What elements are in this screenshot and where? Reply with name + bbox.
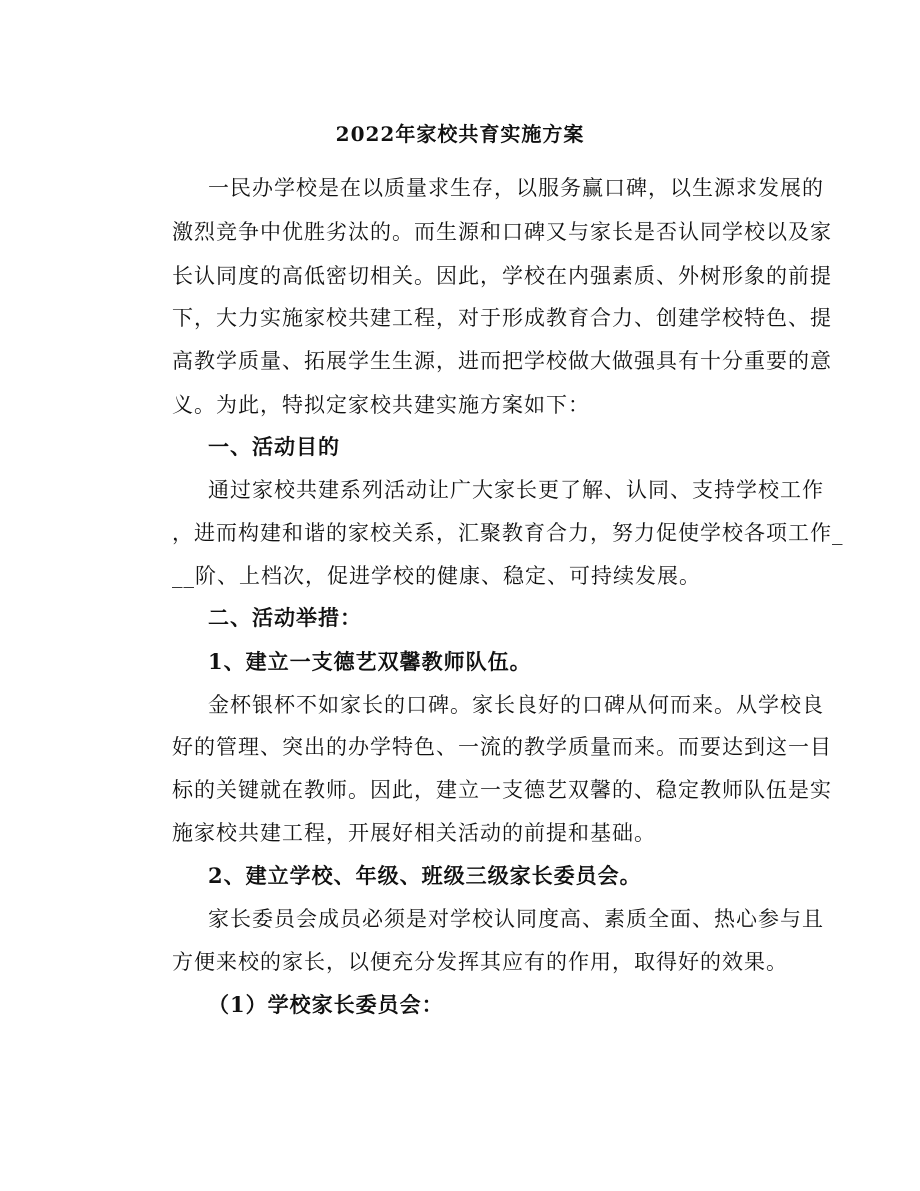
section-heading: 一、活动目的 [208,434,340,459]
subsection-heading: （1）学校家长委员会： [208,992,444,1017]
paragraph-line: 义。为此，特拟定家校共建实施方案如下： [172,393,590,417]
subsection-heading: 2、建立学校、年级、班级三级家长委员会。 [208,863,642,888]
subsection-heading: 1、建立一支德艺双馨教师队伍。 [208,649,532,674]
paragraph-line: 金杯银杯不如家长的口碑。家长良好的口碑从何而来。从学校良 [208,693,824,717]
paragraph-line: 通过家校共建系列活动让广大家长更了解、认同、支持学校工作 [208,478,824,502]
paragraph-line: 施家校共建工程，开展好相关活动的前提和基础。 [172,821,656,845]
paragraph-line: 高教学质量、拓展学生生源，进而把学校做大做强具有十分重要的意 [172,349,832,373]
paragraph-line: 好的管理、突出的办学特色、一流的教学质量而来。而要达到这一目 [172,735,832,759]
paragraph-line: 长认同度的高低密切相关。因此，学校在内强素质、外树形象的前提 [172,264,832,288]
paragraph-line: 标的关键就在教师。因此，建立一支德艺双馨的、稳定教师队伍是实 [172,778,832,802]
document-title: 2022年家校共育实施方案 [335,122,585,146]
paragraph-line: 下，大力实施家校共建工程，对于形成教育合力、创建学校特色、提 [172,306,832,330]
paragraph-line: 激烈竞争中优胜劣汰的。而生源和口碑又与家长是否认同学校以及家 [172,220,832,244]
paragraph-line: __阶、上档次，促进学校的健康、稳定、可持续发展。 [172,564,701,588]
paragraph-line: ，进而构建和谐的家校关系，汇聚教育合力，努力促使学校各项工作_ [172,521,844,545]
paragraph-line: 一民办学校是在以质量求生存，以服务赢口碑，以生源求发展的 [208,176,824,200]
section-heading: 二、活动举措： [208,605,362,630]
paragraph-line: 方便来校的家长，以便充分发挥其应有的作用，取得好的效果。 [172,950,788,974]
paragraph-line: 家长委员会成员必须是对学校认同度高、素质全面、热心参与且 [208,907,824,931]
